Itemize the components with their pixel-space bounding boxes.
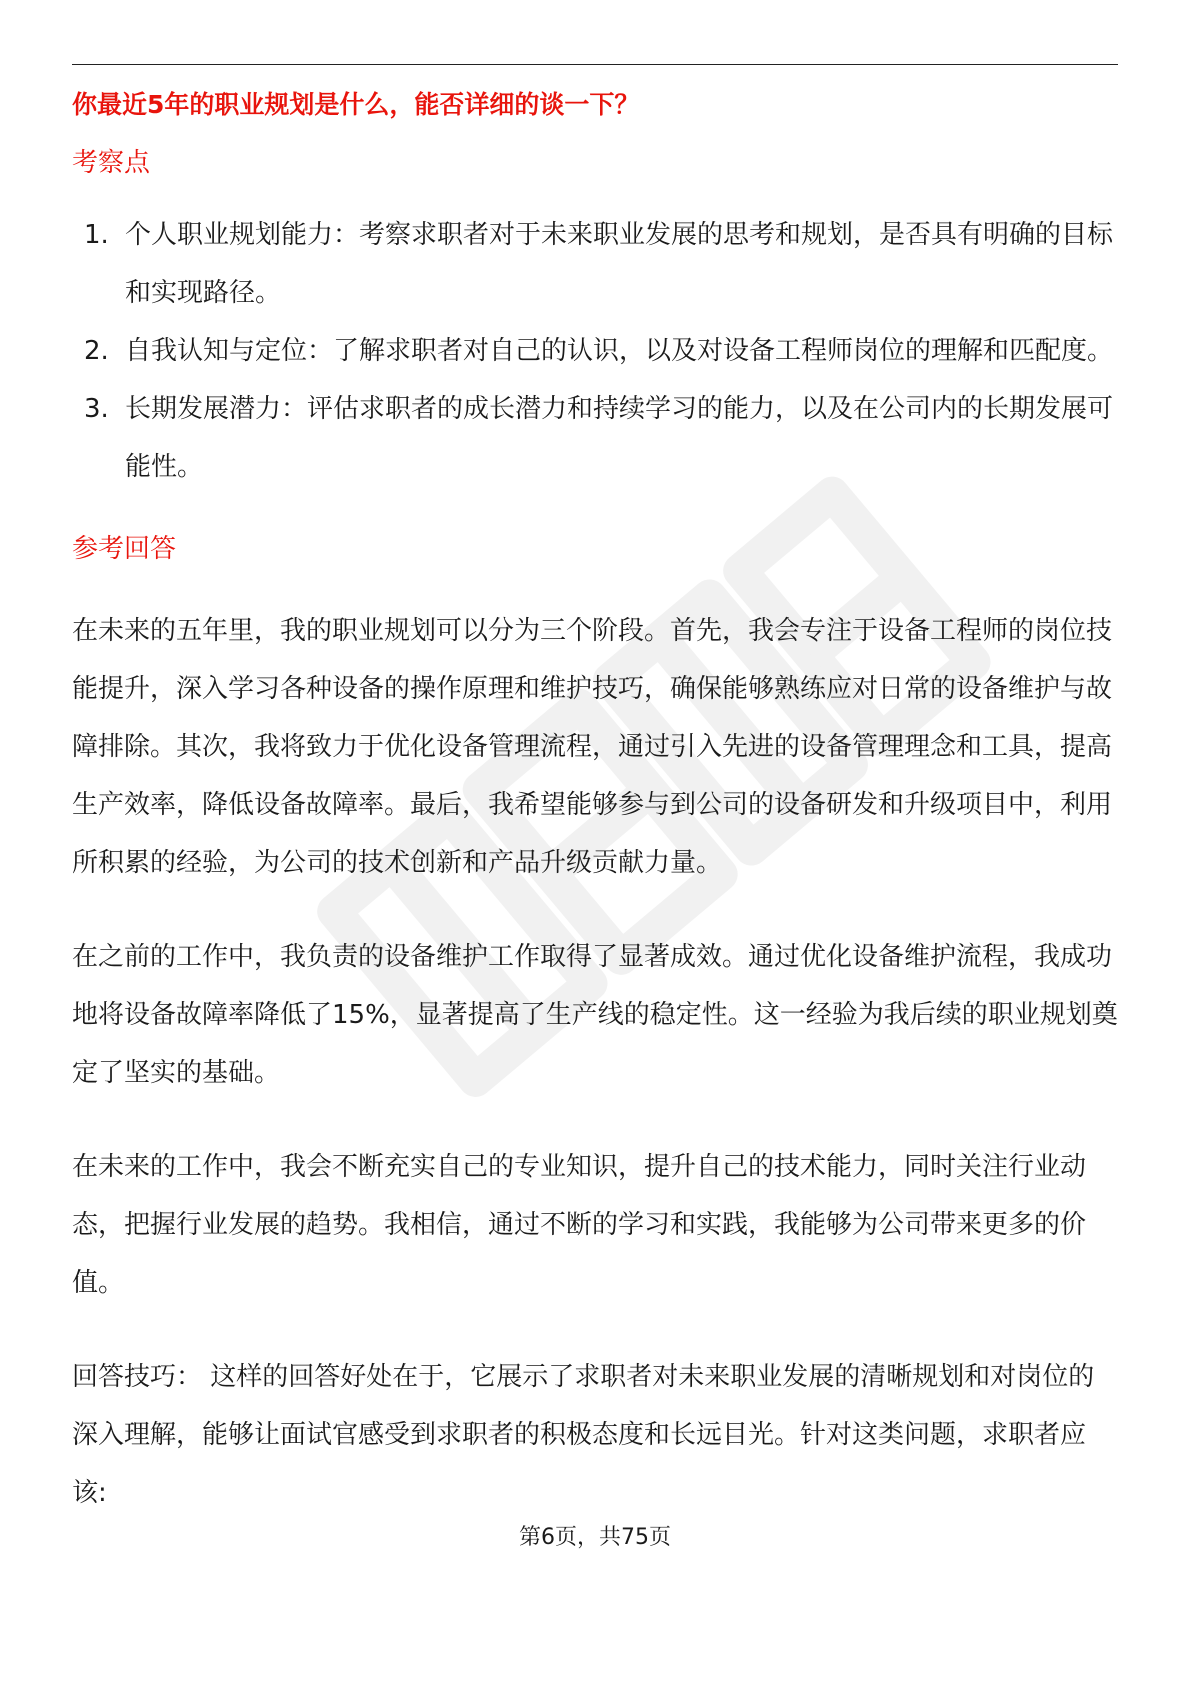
list-item	[72, 206, 1118, 322]
list-item-text: 个人职业规划能力：考察求职者对于未来职业发展的思考和规划，是否具有明确的目标和实现路径。	[125, 220, 1114, 308]
answer-paragraph: 在未来的工作中，我会不断充实自己的专业知识，提升自己的技术能力，同时关注行业动态，把握行业发展的趋势。我相信，通过不断的学习和实践，我能够为公司带来更多的价值。	[72, 1152, 1087, 1298]
list-item	[72, 322, 1118, 380]
list-item	[72, 380, 1118, 496]
points-list	[72, 206, 1118, 496]
top-rule	[72, 64, 1118, 65]
answer-paragraph: 在之前的工作中，我负责的设备维护工作取得了显著成效。通过优化设备维护流程，我成功地将设备故障率降低了15%，显著提高了生产线的稳定性。这一经验为我后续的职业规划奠定了坚实的基础。	[72, 942, 1118, 1088]
question-heading: 你最近5年的职业规划是什么，能否详细的谈一下？	[72, 90, 640, 119]
page-footer: 第6页，共75页	[519, 1525, 671, 1550]
list-item-text: 自我认知与定位：了解求职者对自己的认识，以及对设备工程师岗位的理解和匹配度。	[125, 336, 1114, 366]
list-item-text: 长期发展潜力：评估求职者的成长潜力和持续学习的能力，以及在公司内的长期发展可能性。	[125, 394, 1114, 482]
list-item-number: 2.	[84, 336, 109, 366]
points-heading: 考察点	[72, 148, 151, 178]
tips-paragraph: 回答技巧： 这样的回答好处在于，它展示了求职者对未来职业发展的清晰规划和对岗位的深入理解，能够让面试官感受到求职者的积极态度和长远目光。针对这类问题，求职者应该:	[72, 1362, 1095, 1508]
list-item-number: 3.	[84, 394, 109, 424]
list-item-number: 1.	[84, 220, 109, 250]
answer-heading: 参考回答	[72, 534, 177, 564]
answer-paragraph: 在未来的五年里，我的职业规划可以分为三个阶段。首先，我会专注于设备工程师的岗位技能提升，深入学习各种设备的操作原理和维护技巧，确保能够熟练应对日常的设备维护与故障排除。其次，我将致力于优化设备管理流程，通过引入先进的设备管理理念和工具，提高生产效率，降低设备故障率。最后，我希望能够参与到公司的设备研发和升级项目中，利用所积累的经验，为公司的技术创新和产品升级贡献力量。	[72, 616, 1113, 878]
document-body	[72, 80, 1118, 1522]
